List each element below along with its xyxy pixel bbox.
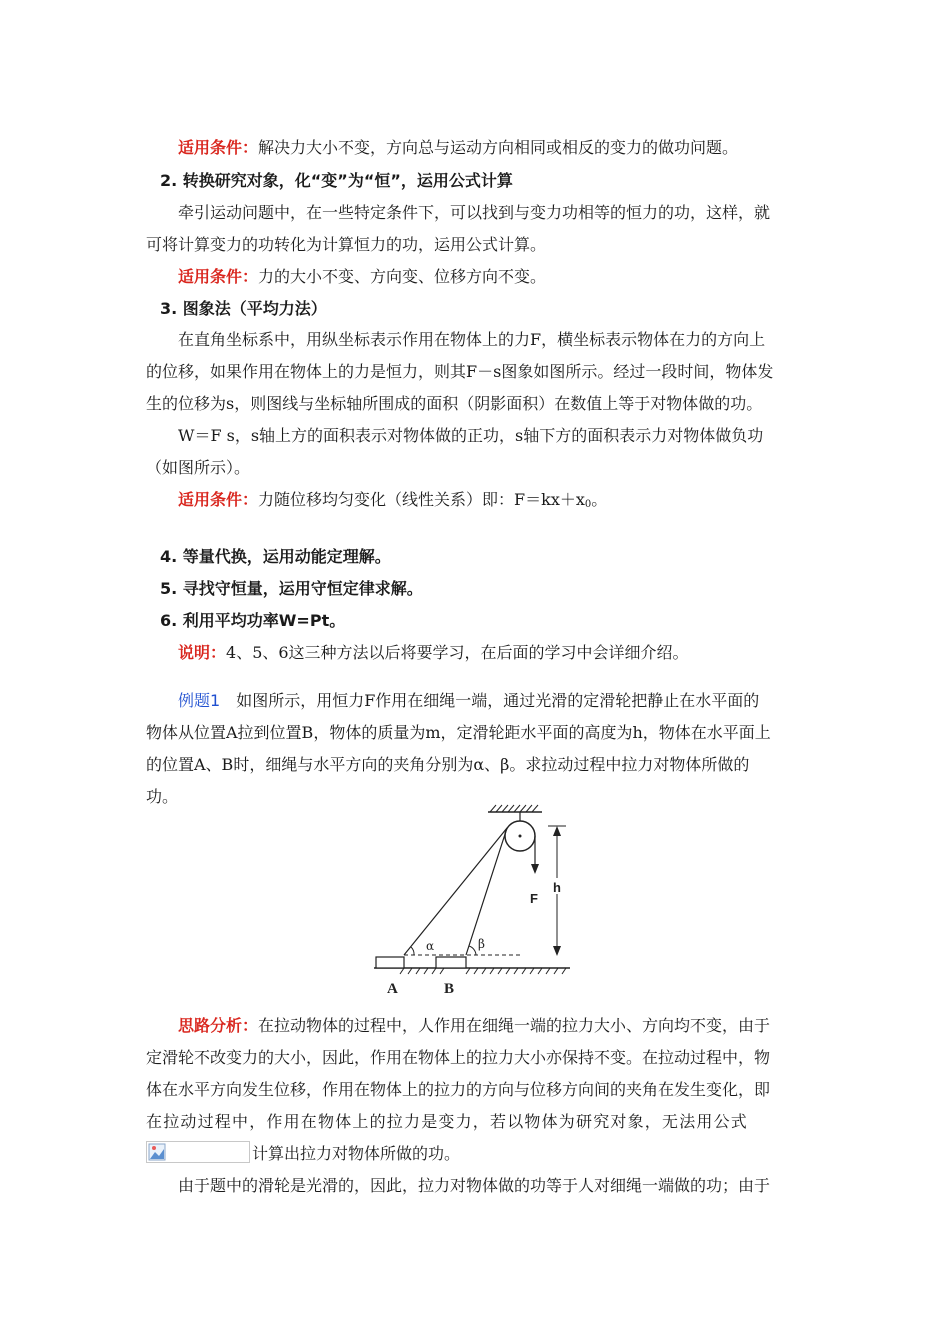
ground-hatch	[400, 968, 566, 974]
condition-label: 适用条件：	[178, 138, 259, 157]
condition-line-1	[178, 138, 738, 158]
heading-method-5: 5. 寻找守恒量，运用守恒定律求解。	[160, 579, 423, 598]
paragraph-line: 可将计算变力的功转化为计算恒力的功，运用公式计算。	[146, 235, 547, 254]
analysis-label: 思路分析：	[178, 1016, 259, 1035]
block-a	[376, 957, 404, 968]
pulley-axle	[519, 835, 522, 838]
subscript-zero: 0	[584, 499, 592, 510]
heading-method-4: 4. 等量代换，运用动能定理解。	[160, 547, 391, 566]
analysis-line: 定滑轮不改变力的大小，因此，作用在物体上的拉力大小亦保持不变。在拉动过程中，物	[146, 1048, 771, 1067]
condition-text: 力随位移均匀变化（线性关系）即：F＝kx＋x	[258, 490, 585, 509]
analysis-line: 由于题中的滑轮是光滑的，因此，拉力对物体做的功等于人对细绳一端做的功；由于	[178, 1176, 771, 1195]
example-line: 物体从位置A拉到位置B，物体的质量为m，定滑轮距水平面的高度为h，物体在水平面上	[146, 723, 771, 742]
example-line: 例题1 如图所示，用恒力F作用在细绳一端，通过光滑的定滑轮把静止在水平面的	[178, 691, 760, 710]
analysis-line: 体在水平方向发生位移，作用在物体上的拉力的方向与位移方向间的夹角在发生变化，即	[146, 1080, 771, 1099]
label-alpha: α	[426, 939, 435, 953]
paragraph-line: 牵引运动问题中，在一些特定条件下，可以找到与变力功相等的恒力的功，这样，就	[178, 203, 771, 222]
paragraph-line: （如图所示）。	[146, 458, 251, 477]
broken-image-icon	[148, 1143, 166, 1161]
condition-label: 适用条件：	[178, 267, 259, 286]
label-a: A	[387, 981, 398, 997]
paragraph-line: W＝F s，s轴上方的面积表示对物体做的正功，s轴下方的面积表示力对物体做负功	[178, 426, 764, 445]
h-arrow-down	[553, 946, 561, 956]
condition-line-2	[178, 267, 546, 287]
condition-label: 适用条件：	[178, 490, 259, 509]
label-b: B	[444, 981, 455, 997]
analysis-line: 计算出拉力对物体所做的功。	[252, 1144, 461, 1163]
analysis-line: 思路分析：在拉动物体的过程中，人作用在细绳一端的拉力大小、方向均不变，由于	[178, 1016, 771, 1035]
paragraph-line: 在直角坐标系中，用纵坐标表示作用在物体上的力F，横坐标表示物体在力的方向上	[178, 330, 766, 349]
example-line: 功。	[146, 787, 179, 806]
note-label: 说明：	[178, 643, 227, 662]
force-arrow	[531, 864, 539, 874]
condition-line-3: 适用条件：力随位移均匀变化（线性关系）即：$F=kx+x_0$。	[178, 490, 608, 510]
broken-image-placeholder	[146, 1141, 250, 1163]
condition-text: 解决力大小不变，方向总与运动方向相同或相反的变力的做功问题。	[258, 138, 739, 157]
example-label: 例题1	[178, 691, 221, 710]
h-arrow-up	[553, 826, 561, 836]
block-b	[436, 957, 466, 968]
beta-arc	[469, 946, 476, 955]
note-line	[178, 643, 689, 663]
paragraph-line: 生的位移为s，则图线与坐标轴所围成的面积（阴影面积）在数值上等于对物体做的功。	[146, 394, 763, 413]
example-line: 的位置A、B时，细绳与水平方向的夹角分别为α、β。求拉动过程中拉力对物体所做的	[146, 755, 750, 774]
label-f: F	[530, 891, 538, 906]
ceiling-hatch	[490, 805, 538, 812]
label-h: h	[553, 880, 561, 895]
note-text: 4、5、6这三种方法以后将要学习，在后面的学习中会详细介绍。	[226, 643, 689, 662]
rope-to-b	[466, 828, 507, 955]
heading-method-3: 3. 图象法（平均力法）	[160, 299, 327, 318]
paragraph-line: 的位移，如果作用在物体上的力是恒力，则其F－s图象如图所示。经过一段时间，物体发	[146, 362, 774, 381]
pulley-diagram	[370, 800, 570, 1000]
heading-method-6: 6. 利用平均功率W=Pt。	[160, 611, 346, 630]
rope-to-a	[404, 828, 507, 955]
condition-text: 力的大小不变、方向变、位移方向不变。	[258, 267, 547, 286]
heading-method-2: 2. 转换研究对象，化“变”为“恒”，运用公式计算	[160, 171, 513, 190]
label-beta: β	[478, 937, 485, 951]
alpha-arc	[411, 947, 414, 955]
analysis-line: 在拉动过程中，作用在物体上的拉力是变力，若以物体为研究对象，无法用公式	[146, 1112, 749, 1131]
